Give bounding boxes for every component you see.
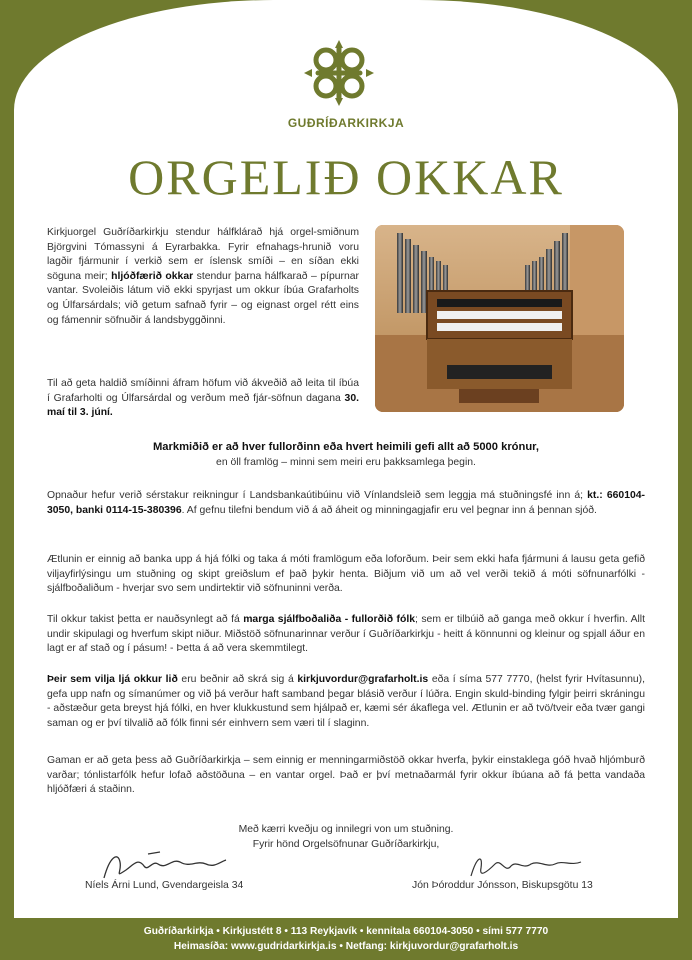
organ-photo	[375, 225, 624, 412]
website-link[interactable]: www.gudridarkirkja.is	[231, 941, 337, 952]
dates-paragraph: Til að geta haldið smíðinni áfram höfum við ákveðið að leita til íbúa í Grafarholti og Úlfarsárdal og verðum með fjár-söfnun dagana 30. maí til 3. júní.	[47, 378, 359, 419]
signer-name-right: Jón Þóroddur Jónsson, Biskupsgötu 13	[412, 880, 593, 891]
intro-paragraph: Kirkjuorgel Guðríðarkirkju stendur hálfklárað hjá orgel-smiðnum Björgvini Tómassyni á Eyrarbakka. Fyrir efnahags-hrunið voru lagðir fjármunir í verkið sem er íslensk smíði – en síðan ekki söguna meir; hljóðfærið okkar stendur þarna hálfkarað – pípurnar vantar. Svoleiðis látum við ekki spyrjast um okkur íbúa Grafarholts og Úlfarsárdals; við getum safnað fyrir – og eignast orgel rétt eins og fámennir söfnuðir á landsbyggðinni.	[47, 227, 359, 326]
email-link[interactable]: kirkjuvordur@grafarholt.is	[297, 674, 429, 685]
goal-line: Markmiðið er að hver fullorðinn eða hvert heimili gefi allt að 5000 krónur,	[152, 441, 540, 453]
signature-left	[100, 848, 230, 884]
footer	[0, 924, 692, 954]
footer-address: Guðríðarkirkja • Kirkjustétt 8 • 113 Reykjavík • kennitala 660104-3050 • sími 577 7770	[143, 926, 549, 937]
email-footer-link[interactable]: kirkjuvordur@grafarholt.is	[389, 941, 519, 952]
acoustics-paragraph: Gaman er að geta þess að Guðríðarkirkja – sem einnig er menningarmiðstöð okkar hverfa, þykir einstaklega góð hvað hljómburð varðar; tónlistarfólk hefur lofað aðstöðuna – en vantar orgel. Það er því metnaðarmál fyrir okkur íbúana að fá þetta vandaða hljóðfæri á staðinn.	[47, 755, 645, 796]
signup-paragraph: Þeir sem vilja ljá okkur lið eru beðnir að skrá sig á kirkjuvordur@grafarholt.is eða í síma 577 7770, (helst fyrir Hvítasunnu), gefa upp nafn og símanúmer og við þá verður haft samband þegar blásið verður í lúðra. Engin skuld-binding fylgir þeirri skráningu - aðstæður geta breyst hjá fólki, en hver klukkustund sem hjálpað er, kæmi sér ákaflega vel. Ætlunin er að tvö/tveir eða tvær gangi saman og er því tilvalið að fólk finni sér einhvern sem væri til í slaginn.	[47, 674, 645, 729]
goal-statement	[47, 439, 645, 471]
footer-contact: Heimasíða: www.gudridarkirkja.is • Netfang: kirkjuvordur@grafarholt.is	[173, 941, 519, 952]
door-to-door-paragraph: Ætlunin er einnig að banka upp á hjá fólki og taka á móti framlögum eða loforðum. Þeir sem ekki hafa fjármuni á lausu geta gefið viljayfirlýsingu um stuðning og skipt greiðslum ef það þykir henta. Biðjum við um að vel verði tekið á móti söfnunarfólki - sjálfboðaliðum - hverjar svo sem undirtektir við söfnuninni verða.	[47, 554, 645, 595]
goal-subline: en öll framlög – minni sem meiri eru þakksamlega þegin.	[216, 457, 476, 468]
org-name: GUÐRÍÐARKIRKJA	[287, 116, 405, 130]
closing-on-behalf: Fyrir hönd Orgelsöfnunar Guðríðarkirkju,	[252, 839, 440, 850]
signature-right	[465, 852, 585, 882]
bank-account-paragraph: Opnaður hefur verið sérstakur reikningur í Landsbankaútibúinu við Vínlandsleið sem leggja má stuðningsfé inn á; kt.: 660104-3050, banki 0114-15-380396. Af gefnu tilefni bendum við á að áheit og minningagjafir eru vel þegnar inn á þennan sjóð.	[47, 490, 646, 516]
page-title: ORGELIÐ OKKAR	[128, 149, 564, 205]
volunteers-paragraph: Til okkur takist þetta er nauðsynlegt að fá marga sjálfboðaliða - fullorðið fólk; sem er tilbúið að ganga með okkur í hverfin. Allt undir skipulagi og hverfum skipt niður. Miðstöð söfnunarinnar verður í Guðríðarkirkju - heitt á könnunni og kleinur og spjall áður en lagt er af stað og í pásum! - Þetta á að vera skemmtilegt.	[47, 614, 646, 655]
celtic-knot-cross-icon	[300, 38, 378, 116]
signer-name-left: Níels Árni Lund, Gvendargeisla 34	[85, 880, 244, 891]
closing-greeting: Með kærri kveðju og innilegri von um stuðning.	[238, 824, 454, 835]
